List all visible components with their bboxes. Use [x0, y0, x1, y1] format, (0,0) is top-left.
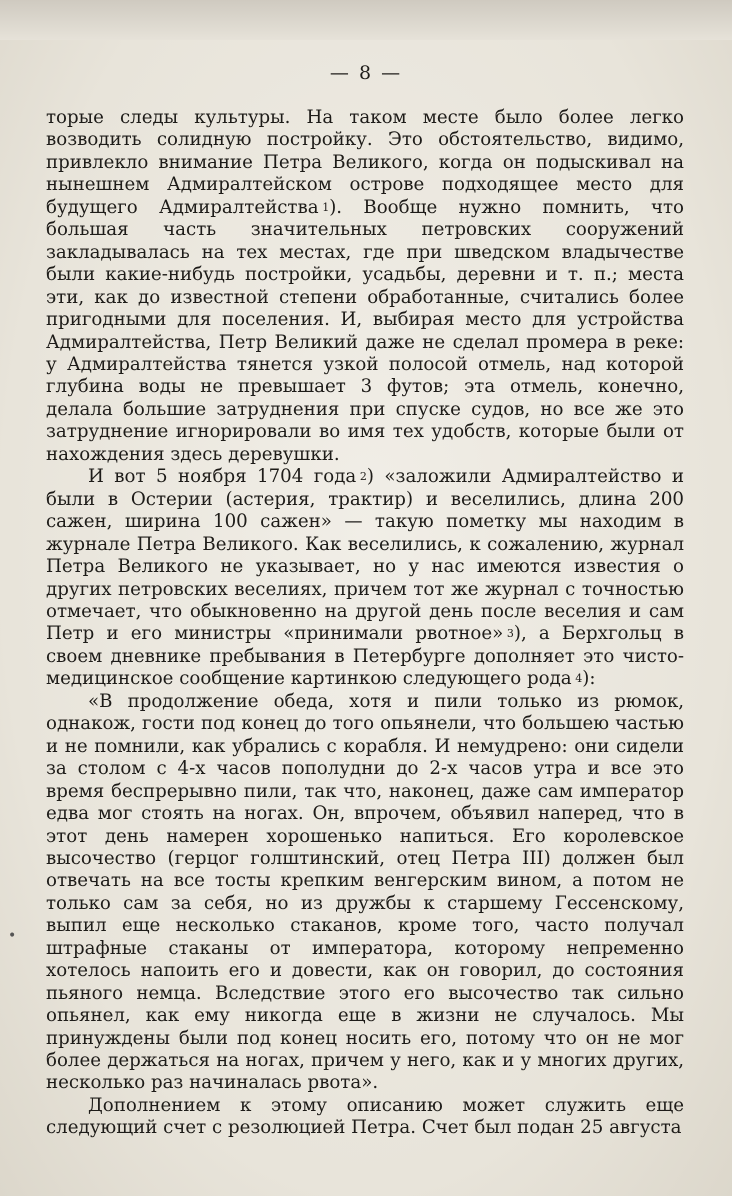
page-top-edge — [0, 0, 732, 40]
paragraph-1-text: торые следы культуры. На таком месте было более легко возводить солидную постройку. Это обстоятельство, видимо, привлекло внимание Петра Великого, когда он подыскивал на нынешнем Адмиралтейском острове подходящее место для будущего Адмиралтейства — [46, 107, 684, 218]
paragraph-2 — [46, 466, 684, 691]
footnote-ref-1: 1 — [322, 200, 330, 214]
paragraph-1 — [46, 107, 684, 466]
paragraph-2-end: ): — [582, 668, 596, 690]
quote-paragraph: «В продолжение обеда, хотя и пили только из рюмок, однакож, гости под конец до того опьянели, что большею частью и не помнили, как убрались с корабля. И немудрено: они сидели за столом с 4-х часов пополудни до 2-х часов утра и все это время беспрерывно пили, так что, наконец, даже сам император едва мог стоять на ногах. Он, впрочем, объявил наперед, что в этот день намерен хорошенько напиться. Его королевское высочество (герцог голштинский, отец Петра III) должен был отвечать на все тосты крепким венгерским вином, а потом не только сам за себя, но из дружбы к старшему Гессенскому, выпил еще несколько стаканов, кроме того, часто получал штрафные стаканы от императора, которому непременно хотелось напоить его и довести, как он говорил, до состояния пьяного немца. Вследствие этого его высочество так сильно опьянел, как ему никогда еще в жизни не случалось. Мы принуждены были под конец носить его, потому что он не мог более держаться на ногах, причем у него, как и у многих других, несколько раз начиналась рвота». — [46, 690, 684, 1094]
page-number-header: — 8 — — [329, 62, 403, 84]
footnote-ref-4: 4 — [575, 672, 583, 686]
paragraph-2-middle: ) «заложили Адмиралтейство и были в Остерии (астерия, трактир) и веселились, длина 200 сажен, ширина 100 сажен» — такую пометку мы находим в журнале Петра Великого. Как веселились, к сожалению, журнал Петра Великого не указывает, но у нас имеются известия о других петровских веселиях, причем тот же журнал с точностью отмечает, что обыкновенно на другой день после веселия и сам Петр и его министры «принимали рвотное» — [46, 466, 684, 645]
footnote-ref-3: 3 — [506, 627, 514, 641]
paragraph-2-continued: ), а Берхгольц в своем дневнике пребывания в Петербурге дополняет это чисто-медицинское сообщение картинкою следующего рода — [46, 623, 684, 690]
paragraph-1-continued: ). Вообще нужно помнить, что большая часть значительных петровских сооружений закладывалась на тех местах, где при шведском владычестве были какие-нибудь постройки, усадьбы, деревни и т. п.; места эти, как до известной степени обработанные, считались более пригодными для поселения. И, выбирая место для устройства Адмиралтейства, Петр Великий даже не сделал промера в реке: у Адмиралтейства тянется узкой полосой отмель, над которой глубина воды не превышает 3 футов; эта отмель, конечно, делала большие затруднения при спуске судов, но все же это затруднение игнорировали во имя тех удобств, которые были от нахождения здесь деревушки. — [46, 196, 684, 465]
footnote-ref-2: 2 — [359, 470, 367, 484]
body-text — [46, 107, 684, 1140]
paragraph-4: Дополнением к этому описанию может служить еще следующий счет с резолюцией Петра. Счет был подан 25 августа — [46, 1094, 684, 1139]
margin-mark: • — [8, 928, 17, 944]
paragraph-2-start: И вот 5 ноября 1704 года — [88, 466, 357, 488]
